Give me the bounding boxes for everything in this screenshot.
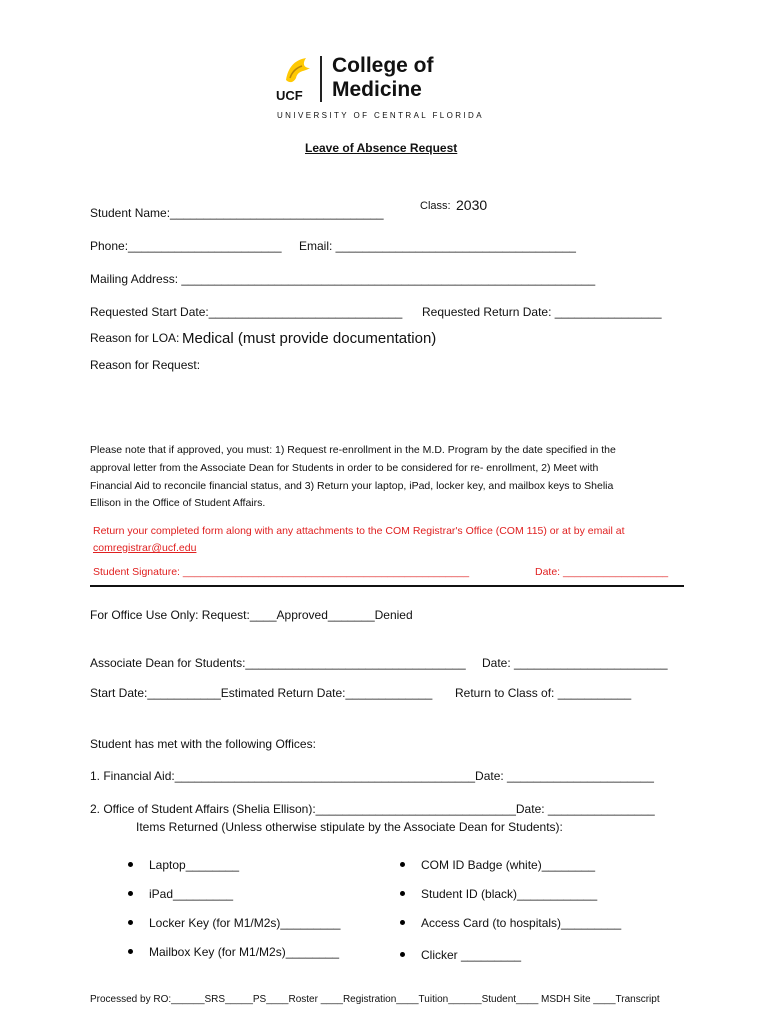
list-item[interactable]: COM ID Badge (white)________ [400, 858, 595, 872]
list-item[interactable]: iPad_________ [128, 887, 233, 901]
list-item[interactable]: Clicker _________ [400, 948, 521, 962]
bullet-icon [128, 891, 133, 896]
signature-date-field[interactable]: Date: __________________ [535, 566, 669, 578]
mailing-address-field[interactable]: Mailing Address: ______________________________________________________________ [90, 272, 596, 286]
reason-loa-label: Reason for LOA: [90, 331, 180, 345]
return-class-field[interactable]: Return to Class of: ___________ [455, 686, 632, 700]
student-affairs-field[interactable]: 2. Office of Student Affairs (Shelia Ellison):______________________________Date: ________________ [90, 802, 655, 816]
ucf-pegasus-icon [280, 54, 314, 88]
items-returned-label: Items Returned (Unless otherwise stipulate by the Associate Dean for Students): [136, 820, 563, 834]
note-line-1: Please note that if approved, you must: 1) Request re-enrollment in the M.D. Program by the date specified in the [90, 444, 616, 456]
bullet-icon [128, 862, 133, 867]
start-date-field[interactable]: Requested Start Date:_____________________________ [90, 305, 403, 319]
bullet-icon [400, 891, 405, 896]
note-line-2: approval letter from the Associate Dean for Students in order to be considered for re- enrollment, 2) Meet with [90, 462, 599, 474]
bullet-icon [400, 862, 405, 867]
student-name-field[interactable]: Student Name:________________________________ [90, 206, 384, 220]
class-value[interactable]: 2030 [456, 197, 488, 213]
note-line-3: Financial Aid to reconcile financial status, and 3) Return your laptop, iPad, locker key, and mailbox keys to Shelia [90, 480, 614, 492]
ucf-wordmark: UCF [276, 88, 303, 103]
page-title: Leave of Absence Request [305, 141, 458, 155]
logo-divider [320, 56, 322, 102]
university-name: UNIVERSITY OF CENTRAL FLORIDA [277, 111, 484, 120]
class-label: Class: [420, 200, 451, 212]
associate-dean-field[interactable]: Associate Dean for Students:_________________________________ [90, 656, 466, 670]
office-request-line[interactable]: For Office Use Only: Request:____Approved_______Denied [90, 608, 413, 622]
bullet-icon [128, 920, 133, 925]
note-line-4: Ellison in the Office of Student Affairs. [90, 497, 266, 509]
registrar-email-link[interactable]: comregistrar@ucf.edu [93, 542, 197, 554]
financial-aid-field[interactable]: 1. Financial Aid:_____________________________________________Date: ______________________ [90, 769, 654, 783]
return-instructions: Return your completed form along with any attachments to the COM Registrar's Office (COM 115) or at by email at [93, 525, 625, 537]
list-item[interactable]: Student ID (black)____________ [400, 887, 597, 901]
list-item[interactable]: Locker Key (for M1/M2s)_________ [128, 916, 340, 930]
return-date-field[interactable]: Requested Return Date: ________________ [422, 305, 662, 319]
processed-by-footer[interactable]: Processed by RO:______SRS_____PS____Roster ____Registration____Tuition______Student____ MSDH Site ____Transcript [90, 994, 660, 1005]
list-item[interactable]: Mailbox Key (for M1/M2s)________ [128, 945, 339, 959]
list-item[interactable]: Laptop________ [128, 858, 239, 872]
college-line2: Medicine [332, 78, 422, 101]
student-signature-field[interactable]: Student Signature: _________________________________________________ [93, 566, 470, 578]
office-start-date-field[interactable]: Start Date:___________Estimated Return Date:_____________ [90, 686, 433, 700]
email-field[interactable]: Email: ____________________________________ [299, 239, 576, 253]
list-item[interactable]: Access Card (to hospitals)_________ [400, 916, 621, 930]
section-divider [90, 585, 684, 587]
offices-met-label: Student has met with the following Offices: [90, 737, 316, 751]
bullet-icon [400, 952, 405, 957]
college-line1: College of [332, 54, 434, 77]
reason-loa-value[interactable]: Medical (must provide documentation) [182, 330, 437, 347]
reason-request-label: Reason for Request: [90, 358, 201, 372]
bullet-icon [400, 920, 405, 925]
phone-field[interactable]: Phone:_______________________ [90, 239, 282, 253]
associate-dean-date-field[interactable]: Date: _______________________ [482, 656, 668, 670]
bullet-icon [128, 949, 133, 954]
